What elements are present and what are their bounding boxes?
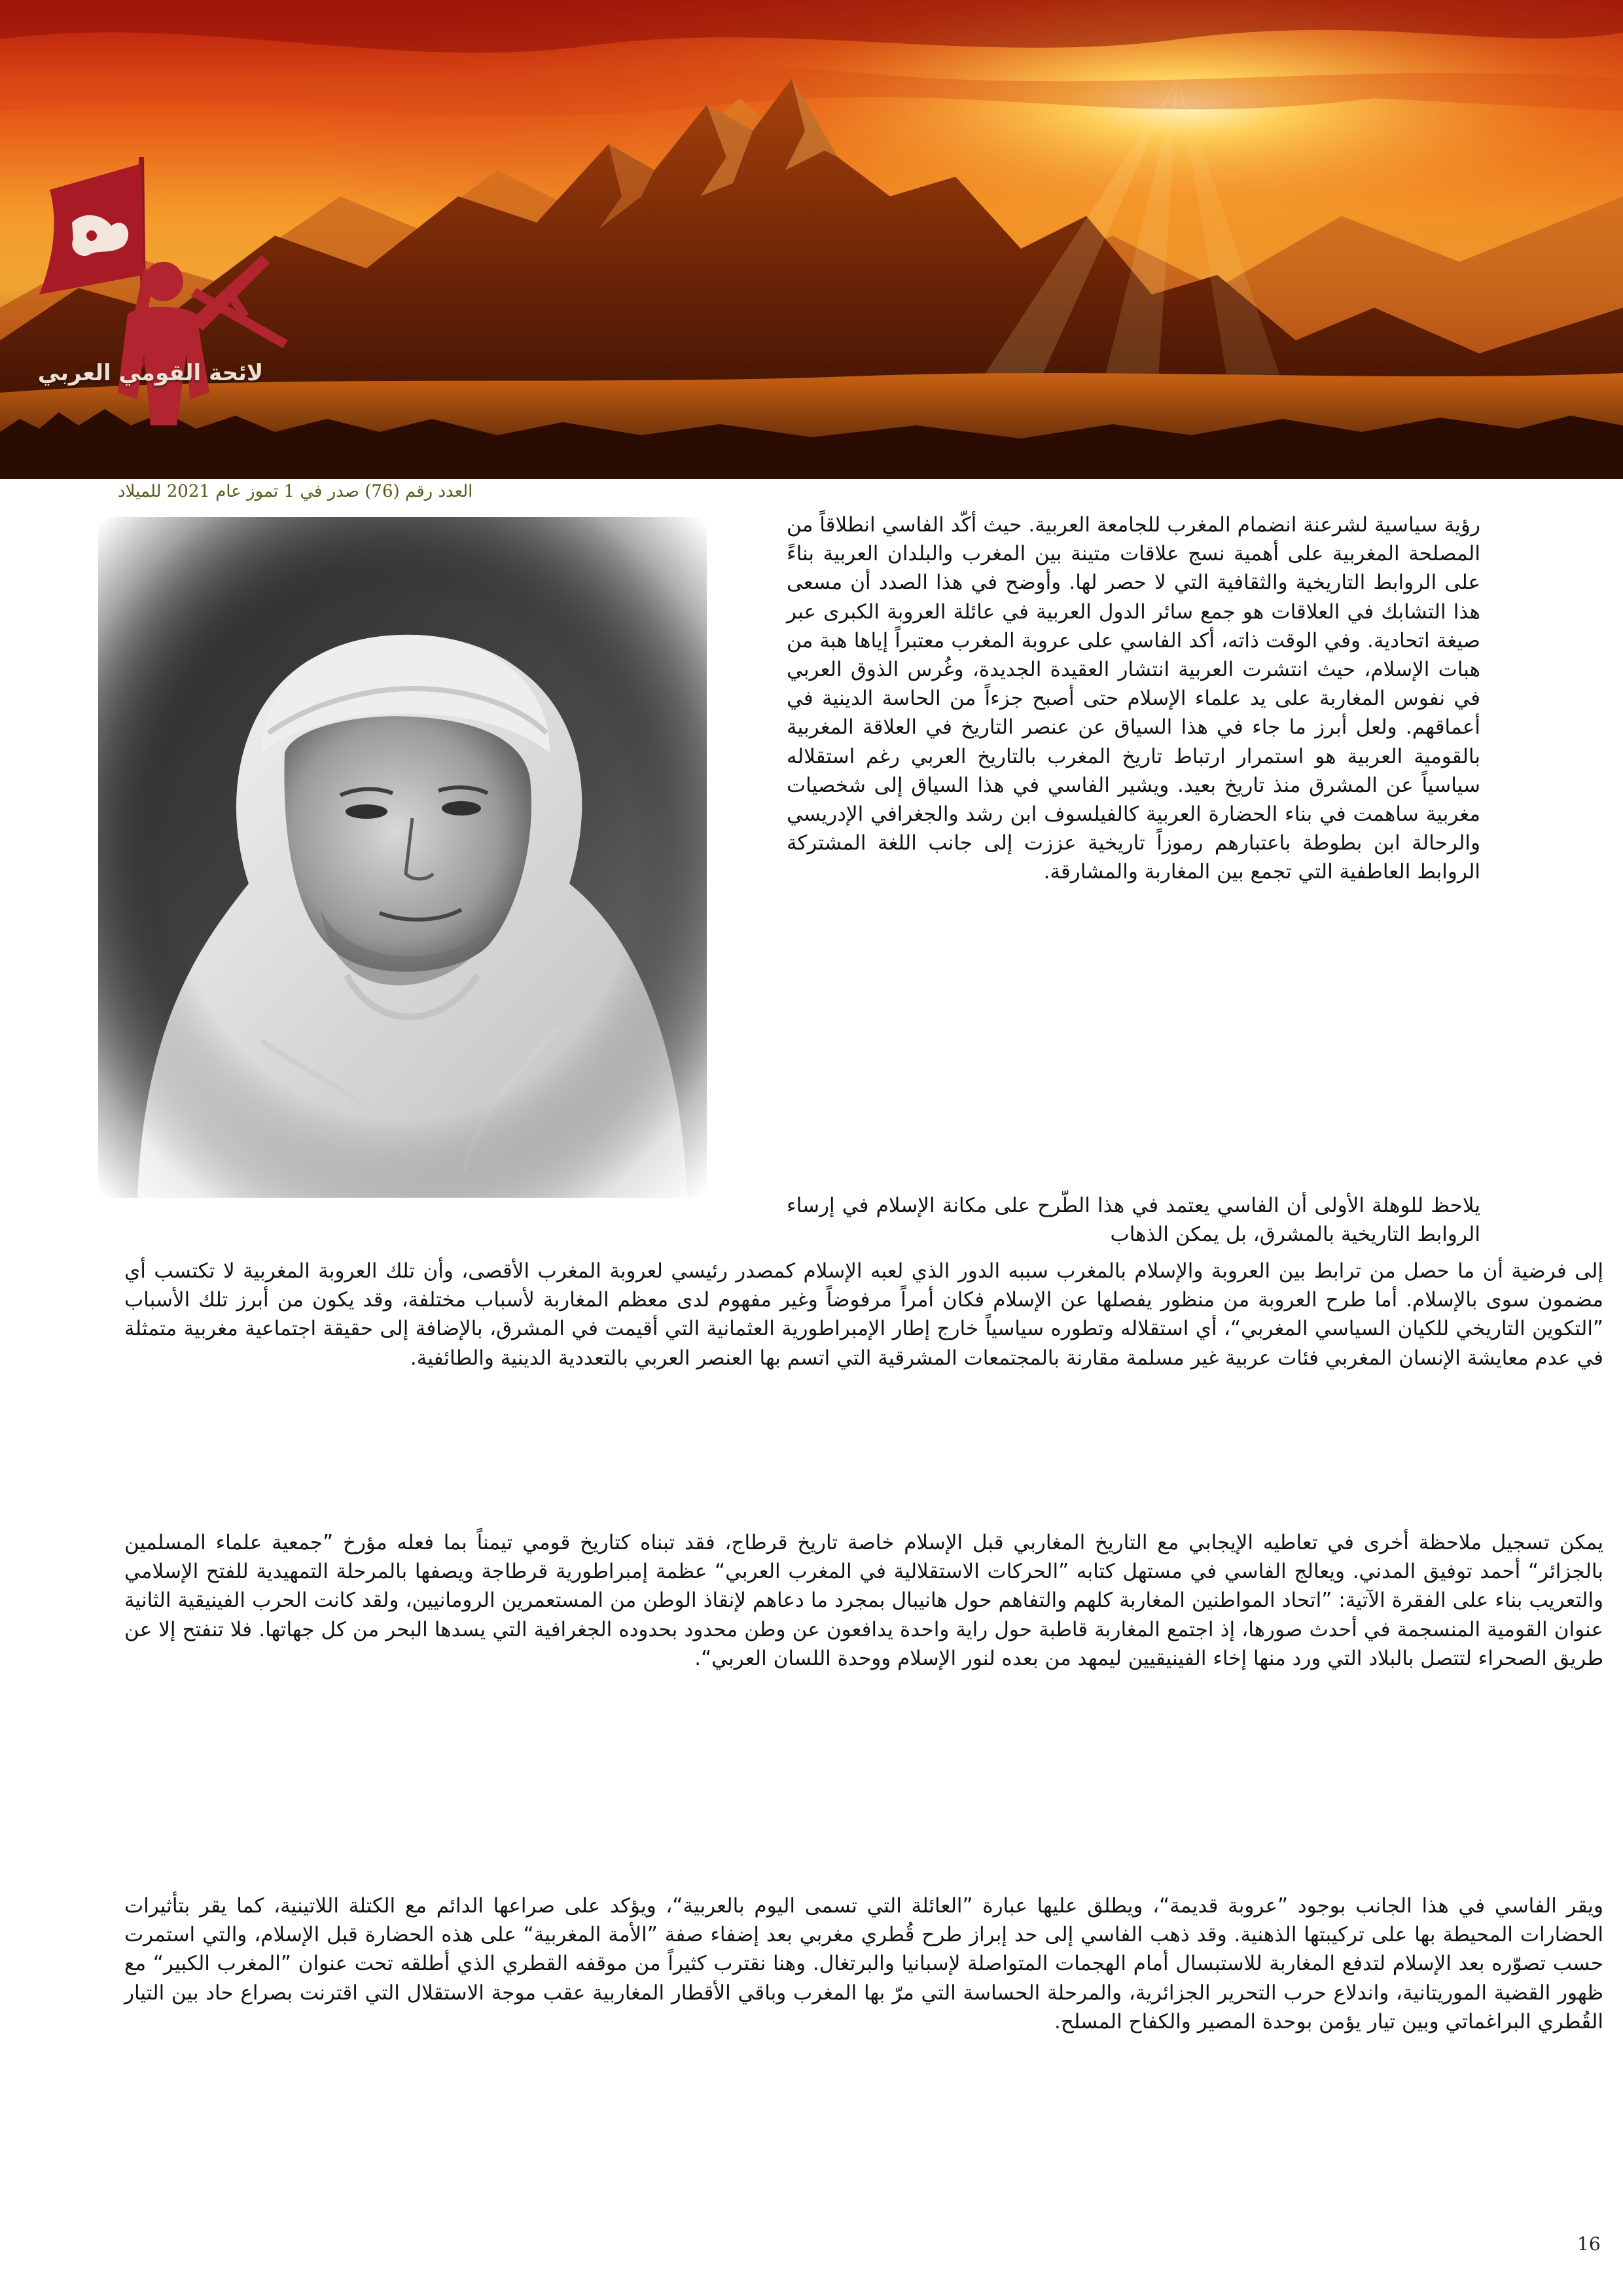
article-paragraph-5: ويقر الفاسي في هذا الجانب بوجود ”عروبة قديمة“، ويطلق عليها عبارة ”العائلة التي تسمى اليوم بالعربية“، ويؤكد على صراعها الدائم مع الكتلة اللاتينية، كما يقر بتأثيرات الحضارات المحيطة بها على تركيبتها الذهنية. وقد ذهب الفاسي إلى حد إبراز طرح قُطري مغربي بعد إضفاء صفة ”الأمة المغربية“ على هذه الحضارة قبل الإسلام، والتي استمرت حسب تصوّره بعد الإسلام لتدفع المغاربة للاستبسال أمام الهجمات المتواصلة لإسبانيا والبرتغال. وهنا نقترب كثيراً من موقفه القطري الذي أطلقه تحت عنوان ”المغرب الكبير“ مع ظهور القضية الموريتانية، واندلاع حرب التحرير الجزائرية، والمرحلة الحساسة التي مرّ بها المغرب وباقي الأقطار المغاربية عقب موجة الاستقلال التي اقترنت بصراع حاد بين التيار القُطري البراغماتي وبين تيار يؤمن بوحدة المصير والكفاح المسلح.: [124, 1894, 1603, 2034]
portrait-photo: [98, 517, 707, 1198]
article-paragraph-2: يلاحظ للوهلة الأولى أن الفاسي يعتمد في هذا الطّرح على مكانة الإسلام في إرساء الروابط التاريخية بالمشرق، بل يمكن الذهاب: [787, 1194, 1480, 1247]
issue-info: العدد رقم (76) صدر في 1 تموز عام 2021 للميلاد: [118, 482, 473, 501]
flag-fighter-logo: [13, 118, 301, 479]
logo-caption: لائحة القومي العربي: [37, 360, 264, 386]
header-banner: [0, 0, 1623, 479]
article-paragraph-4: يمكن تسجيل ملاحظة أخرى في تعاطيه الإيجابي مع التاريخ المغاربي قبل الإسلام خاصة تاريخ قرطاج، فقد تبناه كتاريخ قومي تيمناً بما فعله مؤرخ ”جمعية علماء المسلمين بالجزائر“ أحمد توفيق المدني. ويعالج الفاسي في مستهل كتابه ”الحركات الاستقلالية في المغرب العربي“ عظمة إمبراطورية قرطاجة ويصفها بالمرحلة التمهيدية للفتح الإسلامي والتعريب بناء على الفقرة الآتية: ”اتحاد المواطنين المغاربة كلهم والتفاهم حول هانيبال بمجرد ما دعاهم لإنقاذ الوطن من المستعمرين الرومانيين، ولقد كانت الحرب الفينيقية الثانية عنوان القومية المنسجمة في أحدث صورها، إذ اجتمع المغاربة قاطبة حول راية واحدة يدافعون عن وطن محدود بحدوده الجغرافية التي يسدها البحر من كل جهاتها. فلا تنفتح إلا عن طريق الصحراء لتتصل بالبلاد التي ورد منها إخاء الفينيقيين ليمهد من بعده لنور الإسلام ووحدة اللسان العربي“.: [124, 1531, 1603, 1670]
article-paragraph-3: إلى فرضية أن ما حصل من ترابط بين العروبة والإسلام بالمغرب سببه الدور الذي لعبه الإسلام كمصدر رئيسي لعروبة المغرب الأقصى، وأن تلك العروبة المغربية لا تكتسب أي مضمون سوى بالإسلام. أما طرح العروبة من منظور يفصلها عن الإسلام فكان أمراً مرفوضاً وغير مفهوم لدى معظم المغاربة لأسباب مختلفة، وقد يكون من أبرز تلك الأسباب ”التكوين التاريخي للكيان السياسي المغربي“، أي استقلاله وتطوره سياسياً خارج إطار الإمبراطورية العثمانية التي أقيمت في المشرق، بالإضافة إلى حقيقة اجتماعية مغربية متمثلة في عدم معايشة الإنسان المغربي فئات عربية غير مسلمة مقارنة بالمجتمعات المشرقية التي اتسم بها العنصر العربي بالتعددية الدينية والطائفية.: [124, 1259, 1603, 1370]
article-paragraph-1: رؤية سياسية لشرعنة انضمام المغرب للجامعة العربية. حيث أكّد الفاسي انطلاقاً من المصلحة المغربية على أهمية نسج علاقات متينة بين المغرب والبلدان العربية بناءً على الروابط التاريخية والثقافية التي لا حصر لها. وأوضح في هذا الصدد أن مسعى هذا التشابك في العلاقات هو جمع سائر الدول العربية في عائلة العروبة الكبرى عبر صيغة اتحادية. وفي الوقت ذاته، أكد الفاسي على عروبة المغرب معتبراً إياها هبة من هبات الإسلام، حيث انتشرت العربية انتشار العقيدة الجديدة، وغُرس الذوق العربي في نفوس المغاربة على يد علماء الإسلام حتى أصبح جزءاً من الحاسة الدينية في أعماقهم. ولعل أبرز ما جاء في هذا السياق عن عنصر التاريخ في العلاقة المغربية بالقومية العربية هو استمرار ارتباط تاريخ المغرب بالتاريخ العربي رغم استقلاله سياسياً عن المشرق منذ تاريخ بعيد. ويشير الفاسي في هذا السياق إلى شخصيات مغربية ساهمت في بناء الحضارة العربية كالفيلسوف ابن رشد والجغرافي الإدريسي والرحالة ابن بطوطة باعتبارهم رموزاً تاريخية عززت إلى جانب اللغة المشتركة الروابط العاطفية التي تجمع بين المغاربة والمشارقة.: [787, 513, 1480, 884]
page-number: 16: [1577, 2233, 1601, 2255]
